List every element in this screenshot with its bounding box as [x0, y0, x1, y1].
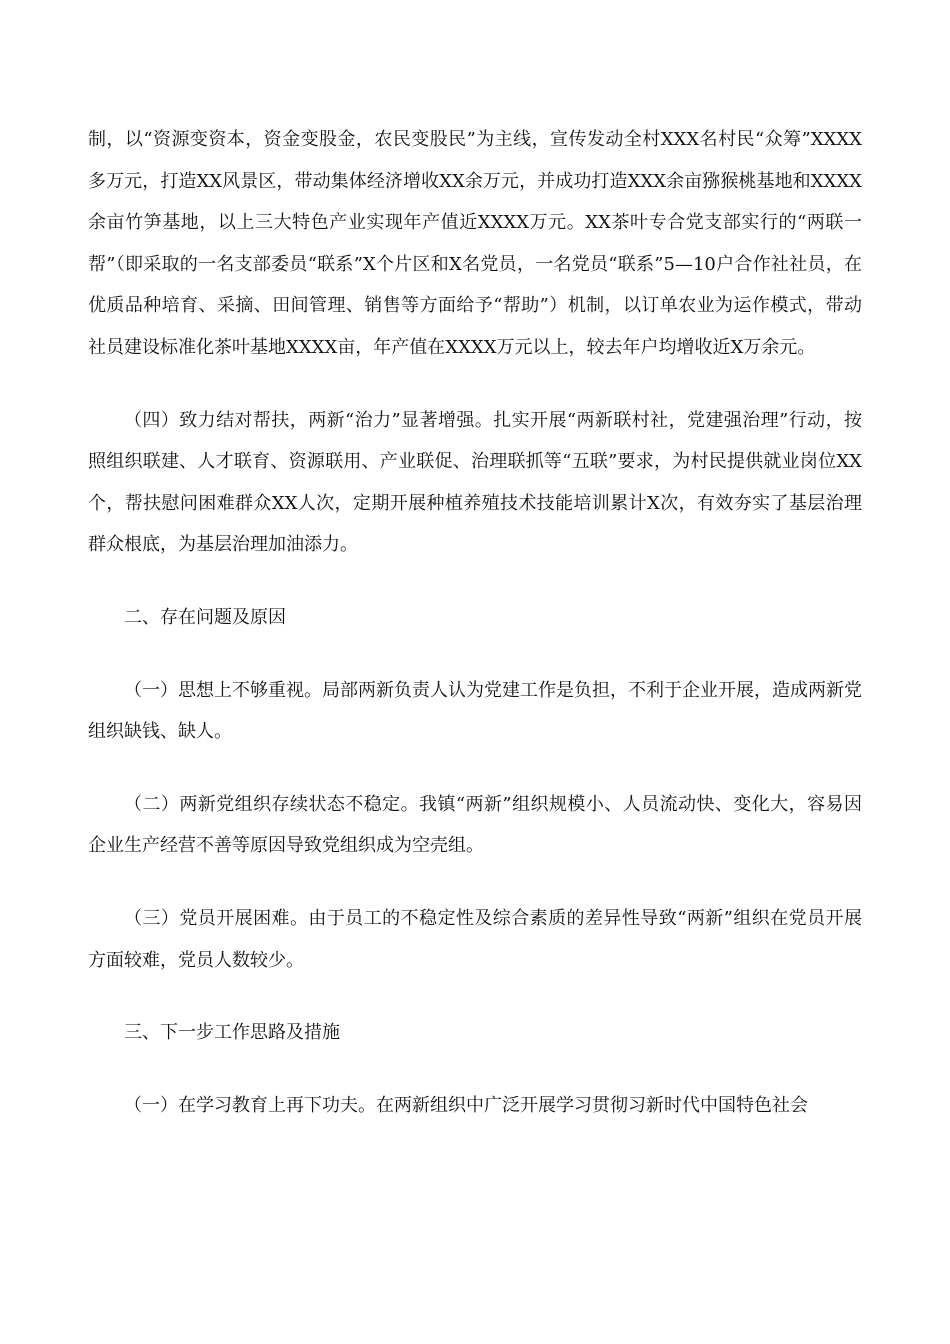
- paragraph-measure-1: （一）在学习教育上再下功夫。在两新组织中广泛开展学习贯彻习新时代中国特色社会: [124, 1094, 808, 1116]
- document-body: [88, 119, 862, 1126]
- section-heading-next-steps: 三、下一步工作思路及措施: [124, 1022, 340, 1044]
- paragraph-problem-3: （三）党员开展困难。由于员工的不稳定性及综合素质的差异性导致“两新”组织在党员开展方面较难，党员人数较少。: [88, 907, 862, 971]
- paragraph-problem-1: （一）思想上不够重视。局部两新负责人认为党建工作是负担，不利于企业开展，造成两新党组织缺钱、缺人。: [88, 679, 862, 743]
- paragraph-pairing-assistance: （四）致力结对帮扶，两新“治力”显著增强。扎实开展“两新联村社，党建强治理”行动，按照组织联建、人才联育、资源联用、产业联促、治理联抓等“五联”要求，为村民提供就业岗位XX个，帮扶慰问困难群众XX人次，定期开展种植养殖技术技能培训累计X次，有效夯实了基层治理群众根底，为基层治理加油添力。: [88, 409, 862, 556]
- paragraph-problem-2: （二）两新党组织存续状态不稳定。我镇“两新”组织规模小、人员流动快、变化大，容易因企业生产经营不善等原因导致党组织成为空壳组。: [88, 793, 862, 857]
- section-heading-problems: 二、存在问题及原因: [124, 606, 286, 628]
- paragraph-continuation-industry: 制，以“资源变资本，资金变股金，农民变股民”为主线，宣传发动全村XXX名村民“众筹”XXXX多万元，打造XX风景区，带动集体经济增收XX余万元，并成功打造XXX余亩猕猴桃基地和XXXX余亩竹笋基地，以上三大特色产业实现年产值近XXXX万元。XX茶叶专合党支部实行的“两联一帮”（即采取的一名支部委员“联系”X个片区和X名党员，一名党员“联系”5—10户合作社社员，在优质品种培育、采摘、田间管理、销售等方面给予“帮助”）机制，以订单农业为运作模式，带动社员建设标准化茶叶基地XXXX亩，年产值在XXXX万元以上，较去年户均增收近X万余元。: [88, 129, 862, 358]
